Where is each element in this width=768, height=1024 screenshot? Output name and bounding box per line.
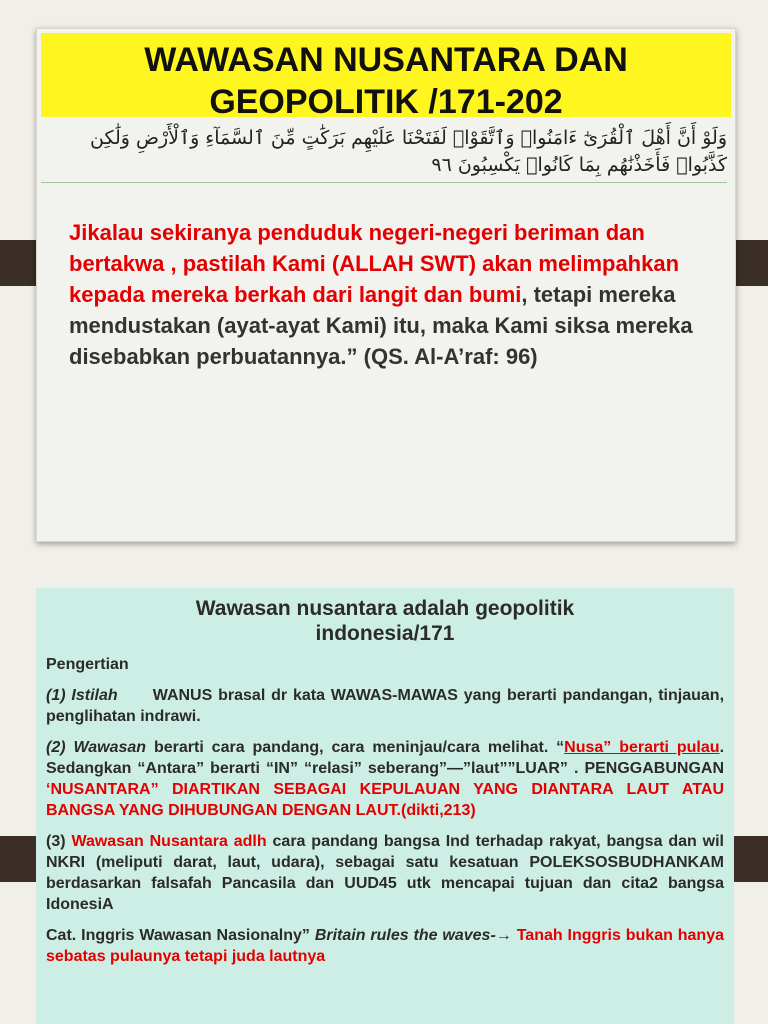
background-bar-left-1 xyxy=(0,240,36,286)
inggris-text: Cat. Inggris Wawasan Nasionalny” xyxy=(46,927,310,944)
slide-2-title-line-2: indonesia/171 xyxy=(315,622,455,645)
paragraph-inggris xyxy=(46,925,724,967)
background-bar-right-1 xyxy=(734,240,768,286)
nusantara-definition: ‘NUSANTARA” DIARTIKAN SEBAGAI KEPULAUAN YANG DIANTARA LAUT ATAU BANGSA YANG DIHUBUNGAN DENGAN LAUT.(dikti,213) xyxy=(46,781,724,819)
istilah-label: (1) Istilah xyxy=(46,687,118,704)
paragraph-wawasan xyxy=(46,737,724,821)
inggris-explanation: Tanah Inggris bukan hanya sebatas pulaunya tetapi juda lautnya xyxy=(46,927,725,965)
wn-text: cara pandang bangsa Ind terhadap rakyat, bangsa dan wil NKRI (meliputi darat, laut, udara), sebagai satu kesatuan POLEKSOSBUDHANKAM berdasarkan falsafah Pancasila dan UUD45 utk mencapai tujuan dan cita2 bangsa IdonesiA xyxy=(46,833,724,913)
title-line-1: WAWASAN NUSANTARA DAN xyxy=(144,41,628,79)
wawasan-text-1: berarti cara pandang, cara meninjau/cara melihat. “ xyxy=(153,739,565,756)
arabic-line-2: كَذَّبُوا۟ فَأَخَذْنَٰهُم بِمَا كَانُوا۟ يَكْسِبُونَ ٩٦ xyxy=(431,154,727,176)
section-heading: Pengertian xyxy=(46,656,129,673)
arabic-line-1: وَلَوْ أَنَّ أَهْلَ ٱلْقُرَىٰٓ ءَامَنُوا۟ وَٱتَّقَوْا۟ لَفَتَحْنَا عَلَيْهِم بَرَكَٰتٍ مِّنَ ٱلسَّمَآءِ وَٱلْأَرْضِ وَلَٰكِن xyxy=(90,127,727,149)
inggris-motto: Britain rules the waves- xyxy=(314,927,496,944)
slide-2-title-line-1: Wawasan nusantara adalah geopolitik xyxy=(195,597,575,620)
arabic-verse xyxy=(41,125,727,183)
background-bar-left-2 xyxy=(0,836,36,882)
translation-highlight: Jikalau sekiranya penduduk negeri-negeri beriman dan bertakwa , pastilah Kami (ALLAH SWT) akan melimpahkan kepada mereka berkah dari langit dan bumi xyxy=(69,220,680,307)
paragraph-wawasan-nusantara xyxy=(46,831,724,915)
nusa-definition: Nusa” berarti pulau xyxy=(564,739,720,756)
paragraph-istilah xyxy=(46,685,724,727)
arrow-icon: → xyxy=(495,927,512,944)
title-line-2: GEOPOLITIK /171-202 xyxy=(209,83,563,121)
wn-label: (3) xyxy=(46,833,66,850)
background-bar-right-2 xyxy=(734,836,768,882)
verse-translation xyxy=(69,217,725,372)
slide-1 xyxy=(36,28,736,542)
translation-rest: , tetapi mereka mendustakan (ayat-ayat Kami) itu, maka Kami siksa mereka disebabkan perbuatannya.” (QS. Al-A’raf: 96) xyxy=(69,282,693,369)
istilah-text: WANUS brasal dr kata WAWAS-MAWAS yang berarti pandangan, tinjauan, penglihatan indrawi. xyxy=(46,687,725,725)
slide-1-title xyxy=(41,33,731,123)
title-banner xyxy=(41,33,731,121)
wawasan-label: (2) Wawasan xyxy=(46,739,147,756)
wawasan-text-2: . Sedangkan “Antara” berarti “IN” “relasi” seberang”—”laut””LUAR” . PENGGABUNGAN xyxy=(46,739,725,777)
slide-2-title xyxy=(46,596,724,646)
wn-term: Wawasan Nusantara adlh xyxy=(71,833,267,850)
slide-2 xyxy=(36,588,734,1024)
